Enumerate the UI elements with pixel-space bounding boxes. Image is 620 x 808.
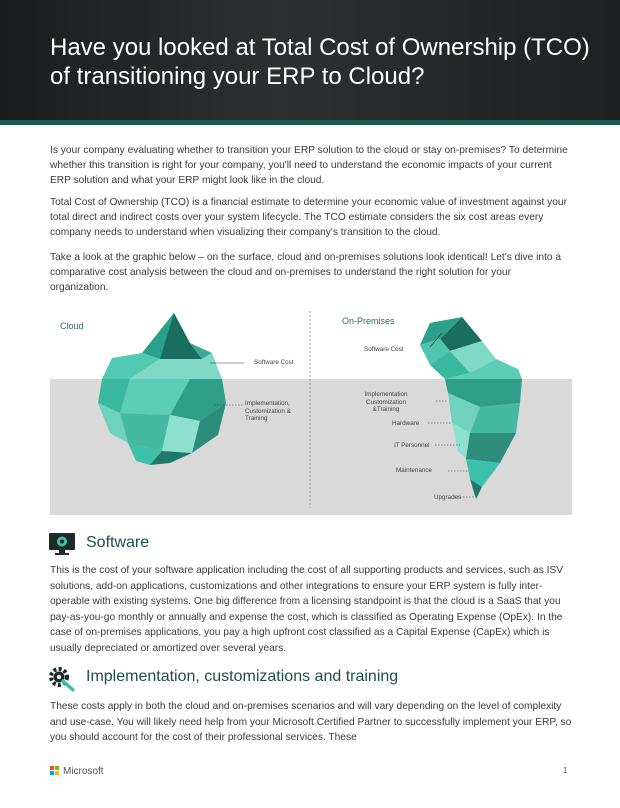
hero-banner (0, 0, 620, 120)
iceberg-comparison-figure (50, 303, 572, 515)
page-title: Have you looked at Total Cost of Ownership (TCO) of transitioning your ERP to Cloud? (50, 34, 590, 90)
onprem-annotation-hardware: Hardware (392, 420, 420, 427)
accent-divider (0, 120, 620, 125)
cloud-annotation-implementation: Implementation, Customization & Training (245, 400, 291, 422)
page-number: 1 (563, 766, 568, 775)
onprem-annotation-implementation: Implementation Customization &Training (364, 391, 408, 413)
section-body-implementation: These costs apply in both the cloud and on-premises scenarios and will vary depending on the level of complexity and use-case. You will likely need help from your Microsoft Certified Partner to successfully implement your ERP, so you should account for the cost of their professional services. These (50, 701, 572, 744)
microsoft-logo (50, 766, 104, 777)
section-title-software: Software (86, 534, 150, 551)
section-body-software: This is the cost of your software application including the cost of all supporting products and services, such as ISV solutions, add-on applications, customizations and other integrations to ensure your ERP system is fully inter-operable with existing systems. One big difference from a licensing standpoint is that the cloud is a SaaS that you pay-as-you-go monthly or annually and expense the cost, which is classified as Operating Expense (OpEx). In the case of on-premises applications, you pay a high upfront cost classified as a Capital Expense (CapEx) which is usually depreciated or amortized over several years. (50, 565, 564, 654)
onprem-annotation-upgrades: Upgrades (434, 494, 462, 501)
cloud-label: Cloud (60, 321, 84, 331)
onprem-annotation-maintenance: Maintenance (396, 467, 433, 474)
cloud-annotation-software: Software Cost (254, 359, 294, 366)
gear-wrench-icon (48, 666, 76, 692)
microsoft-grid-icon (50, 766, 59, 775)
onprem-label: On-Premises (342, 316, 395, 326)
onprem-annotation-it-personnel: IT Personnel (394, 442, 430, 449)
section-title-implementation: Implementation, customizations and training (86, 668, 399, 685)
iceberg-illustration (50, 303, 572, 515)
intro-paragraph-3: Take a look at the graphic below – on the surface, cloud and on-premises solutions look identical! Let's dive into a comparative cost analysis between the cloud and on-premises to understand the right solution for your organization. (50, 252, 562, 294)
intro-paragraph-1: Is your company evaluating whether to transition your ERP solution to the cloud or stay on-premises? To determine whether this transition is right for your company, you'll need to understand the economic impacts of your current ERP solution and what your ERP might look like in the cloud. (50, 145, 568, 187)
monitor-gear-icon (48, 532, 76, 556)
intro-paragraph-2: Total Cost of Ownership (TCO) is a financial estimate to determine your economic value of investment against your total direct and indirect costs over your system lifecycle. The TCO estimate considers the six cost areas every company needs to understand when visualizing their company's transition to the cloud. (50, 197, 567, 239)
microsoft-wordmark: Microsoft (63, 766, 104, 777)
onprem-annotation-software: Software Cost (364, 346, 404, 353)
